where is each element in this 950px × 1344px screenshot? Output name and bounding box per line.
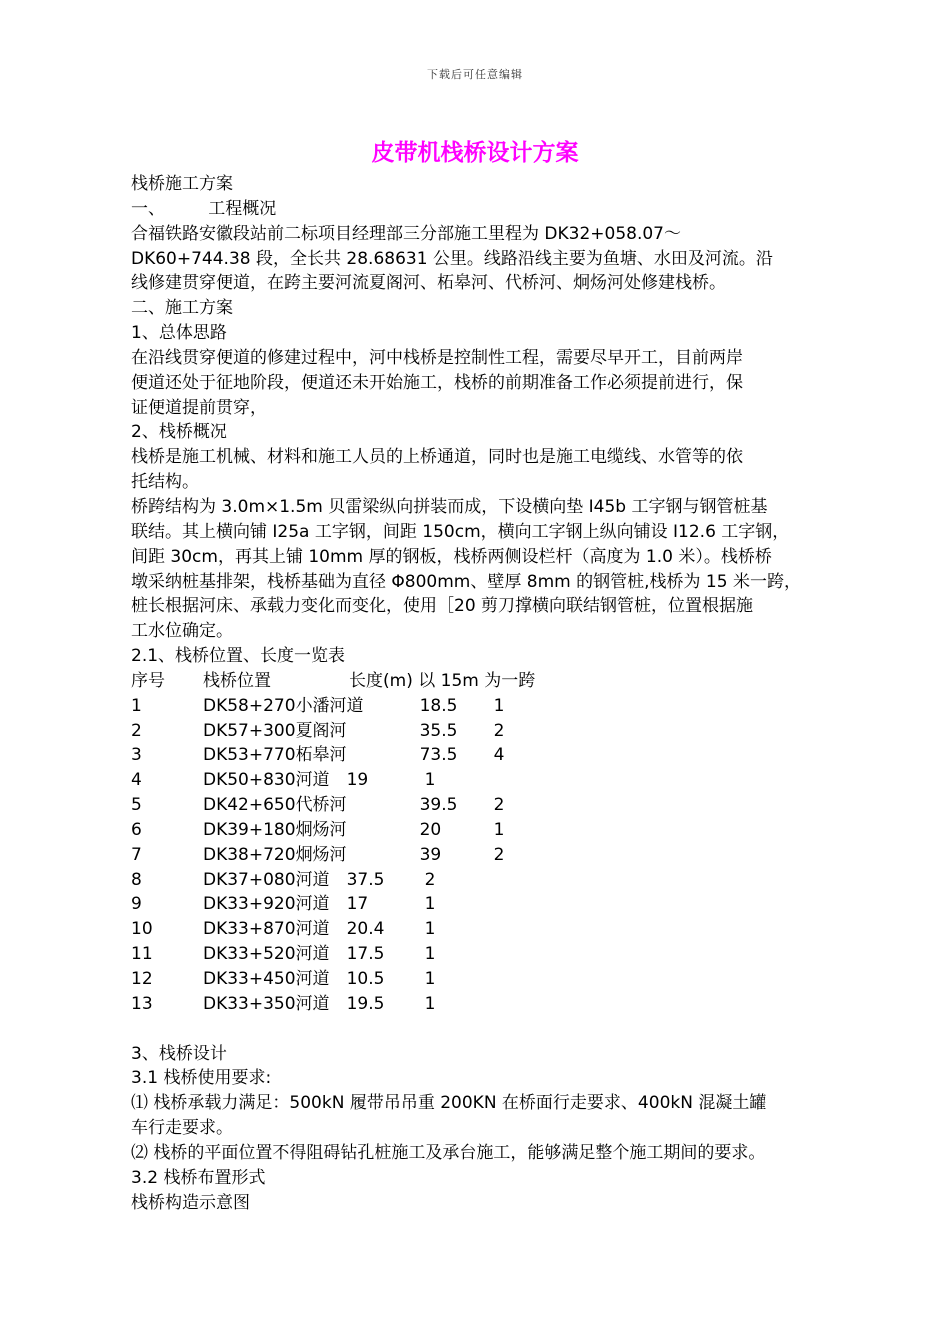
header-position: 栈桥位置 bbox=[203, 670, 271, 691]
text-line: 1、总体思路 bbox=[131, 323, 227, 344]
text-line: 2.1、栈桥位置、长度一览表 bbox=[131, 646, 346, 667]
paragraphs-top bbox=[131, 172, 821, 669]
cell-name: 河道 bbox=[295, 770, 330, 791]
cell-no: 4 bbox=[131, 770, 142, 791]
cell-spans: 1 bbox=[424, 944, 436, 965]
text-line: 2、栈桥概况 bbox=[131, 422, 227, 443]
cell-no: 12 bbox=[131, 969, 153, 989]
text-line: 车行走要求。 bbox=[131, 1118, 233, 1139]
cell-name: 小潘河道 bbox=[295, 695, 364, 716]
text-line: 3、栈桥设计 bbox=[131, 1043, 227, 1064]
cell-km: DK53+770 bbox=[203, 745, 296, 766]
table-row bbox=[131, 694, 821, 719]
cell-spans: 1 bbox=[424, 993, 436, 1014]
cell-name: 河道 bbox=[295, 919, 330, 940]
cell-km: DK39+180 bbox=[203, 819, 296, 840]
table-row bbox=[131, 917, 821, 942]
cell-no: 11 bbox=[131, 944, 153, 965]
cell-length: 39 bbox=[419, 844, 442, 865]
cell-km: DK37+080 bbox=[203, 869, 296, 890]
text-line: ⑴ 栈桥承载力满足：500kN 履带吊吊重 200KN 在桥面行走要求、400kN 混凝土罐 bbox=[131, 1093, 767, 1114]
text-line: 线修建贯穿便道，在跨主要河流夏阁河、柘皋河、代桥河、炯炀河处修建栈桥。 bbox=[131, 273, 726, 294]
cell-spans: 1 bbox=[493, 695, 505, 716]
text-line: ⑵ 栈桥的平面位置不得阻碍钻孔桩施工及承台施工，能够满足整个施工期间的要求。 bbox=[131, 1142, 766, 1163]
cell-km: DK33+520 bbox=[203, 944, 296, 965]
page-header: 下载后可任意编辑 bbox=[427, 68, 523, 81]
table-row bbox=[131, 818, 821, 843]
table-row bbox=[131, 793, 821, 818]
text-line: 3.2 栈桥布置形式 bbox=[131, 1167, 266, 1188]
text-line: 栈桥施工方案 bbox=[131, 174, 233, 194]
cell-name: 河道 bbox=[295, 894, 330, 915]
cell-no: 7 bbox=[131, 844, 142, 865]
cell-name: 河道 bbox=[295, 993, 330, 1014]
table-row bbox=[131, 942, 821, 967]
cell-spans: 1 bbox=[493, 819, 505, 840]
cell-spans: 2 bbox=[424, 869, 436, 890]
cell-spans: 2 bbox=[493, 795, 505, 816]
paragraphs-bottom bbox=[131, 1042, 821, 1216]
cell-name: 柘皋河 bbox=[295, 745, 347, 766]
text-line: 间距 30cm，再其上铺 10mm 厚的钢板，栈桥两侧设栏杆（高度为 1.0 米）。栈桥桥 bbox=[131, 546, 772, 567]
cell-length: 17.5 bbox=[346, 944, 385, 965]
cell-no: 3 bbox=[131, 745, 142, 766]
table-row bbox=[131, 992, 821, 1017]
table-row bbox=[131, 743, 821, 768]
cell-name: 炯炀河 bbox=[295, 844, 347, 865]
cell-no: 10 bbox=[131, 919, 153, 940]
text-line: 桩长根据河床、承载力变化而变化，使用［20 剪刀撑横向联结钢管桩，位置根据施 bbox=[131, 596, 754, 617]
cell-length: 19 bbox=[346, 770, 369, 791]
cell-spans: 2 bbox=[493, 720, 505, 741]
text-line: 托结构。 bbox=[131, 472, 199, 493]
text-line: 墩采纳桩基排架，栈桥基础为直径 Φ800mm、壁厚 8mm 的钢管桩,栈桥为 15 米一跨， bbox=[131, 571, 801, 592]
cell-spans: 2 bbox=[493, 844, 505, 865]
cell-no: 13 bbox=[131, 993, 153, 1014]
cell-km: DK57+300 bbox=[203, 720, 296, 741]
cell-km: DK33+450 bbox=[203, 969, 296, 989]
cell-spans: 1 bbox=[424, 894, 436, 915]
table-rows bbox=[131, 694, 821, 1017]
text-line: 栈桥是施工机械、材料和施工人员的上桥通道，同时也是施工电缆线、水管等的依 bbox=[131, 447, 743, 468]
cell-km: DK42+650 bbox=[203, 795, 296, 816]
cell-spans: 1 bbox=[424, 770, 436, 791]
cell-name: 夏阁河 bbox=[295, 720, 347, 741]
cell-name: 河道 bbox=[295, 969, 330, 989]
table-header-row bbox=[131, 669, 821, 694]
table-row bbox=[131, 768, 821, 793]
cell-length: 37.5 bbox=[346, 869, 385, 890]
text-line: 证便道提前贯穿， bbox=[131, 397, 267, 418]
cell-no: 8 bbox=[131, 869, 142, 890]
cell-length: 17 bbox=[346, 894, 369, 915]
text-line: 一、 工程概况 bbox=[131, 198, 277, 219]
cell-km: DK58+270 bbox=[203, 695, 296, 716]
text-line: 3.1 栈桥使用要求: bbox=[131, 1068, 272, 1089]
cell-spans: 1 bbox=[424, 919, 436, 940]
cell-name: 河道 bbox=[295, 944, 330, 965]
cell-no: 5 bbox=[131, 795, 142, 816]
cell-spans: 4 bbox=[493, 745, 505, 766]
cell-spans: 1 bbox=[424, 969, 436, 989]
table-row bbox=[131, 868, 821, 893]
text-line: DK60+744.38 段，全长共 28.68631 公里。线路沿线主要为鱼塘、水田及河流。沿 bbox=[131, 248, 773, 269]
cell-no: 9 bbox=[131, 894, 142, 915]
cell-length: 18.5 bbox=[419, 695, 458, 716]
cell-km: DK33+920 bbox=[203, 894, 296, 915]
text-line: 合福铁路安徽段站前二标项目经理部三分部施工里程为 DK32+058.07～ bbox=[131, 223, 682, 244]
cell-km: DK33+350 bbox=[203, 993, 296, 1014]
cell-no: 1 bbox=[131, 695, 142, 716]
cell-length: 20.4 bbox=[346, 919, 385, 940]
table-row bbox=[131, 719, 821, 744]
text-line: 桥跨结构为 3.0m×1.5m 贝雷梁纵向拼装而成，下设横向垫 I45b 工字钢与钢管桩基 bbox=[131, 496, 768, 517]
cell-no: 6 bbox=[131, 819, 142, 840]
cell-km: DK38+720 bbox=[203, 844, 296, 865]
cell-length: 19.5 bbox=[346, 993, 385, 1014]
cell-name: 炯炀河 bbox=[295, 819, 347, 840]
table-row bbox=[131, 843, 821, 868]
header-length: 长度(m) 以 15m 为一跨 bbox=[349, 670, 536, 691]
cell-length: 35.5 bbox=[419, 720, 458, 741]
cell-length: 39.5 bbox=[419, 795, 458, 816]
cell-length: 10.5 bbox=[346, 969, 385, 989]
bridge-table bbox=[131, 669, 821, 1017]
document-title: 皮带机栈桥设计方案 bbox=[371, 140, 579, 166]
blank-line bbox=[131, 1017, 821, 1042]
cell-name: 代桥河 bbox=[295, 795, 347, 816]
text-line: 在沿线贯穿便道的修建过程中，河中栈桥是控制性工程，需要尽早开工，目前两岸 bbox=[131, 347, 743, 368]
header-no: 序号 bbox=[131, 670, 165, 691]
cell-km: DK50+830 bbox=[203, 770, 296, 791]
text-line: 栈桥构造示意图 bbox=[131, 1192, 250, 1213]
text-line: 工水位确定。 bbox=[131, 621, 233, 642]
table-row bbox=[131, 967, 821, 992]
cell-name: 河道 bbox=[295, 869, 330, 890]
table-row bbox=[131, 892, 821, 917]
text-line: 二、施工方案 bbox=[131, 298, 233, 319]
cell-length: 73.5 bbox=[419, 745, 458, 766]
cell-length: 20 bbox=[419, 819, 442, 840]
text-line: 联结。其上横向铺 I25a 工字钢，间距 150cm，横向工字钢上纵向铺设 I12.6 工字钢， bbox=[131, 521, 790, 542]
cell-no: 2 bbox=[131, 720, 142, 741]
document-body bbox=[131, 172, 821, 1215]
text-line: 便道还处于征地阶段，便道还未开始施工，栈桥的前期准备工作必须提前进行，保 bbox=[131, 372, 743, 393]
cell-km: DK33+870 bbox=[203, 919, 296, 940]
